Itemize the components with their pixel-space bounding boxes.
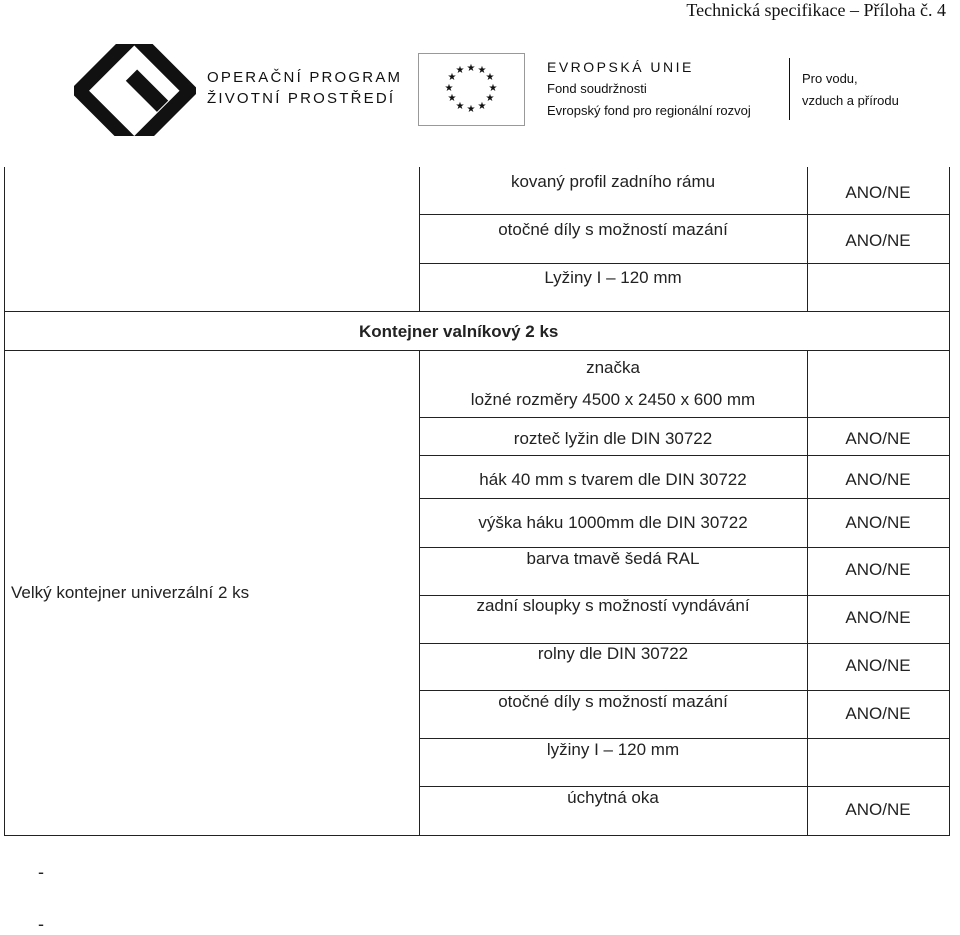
value-cell: ANO/NE [845, 429, 911, 448]
param-cell: barva tmavě šedá RAL [526, 549, 700, 568]
param-cell: značka [586, 358, 640, 377]
section-heading: Kontejner valníkový 2 ks [359, 322, 559, 341]
param-cell: lyžiny I – 120 mm [546, 740, 680, 759]
bullet-dash: - [38, 862, 44, 882]
svg-text:★: ★ [485, 93, 495, 104]
svg-text:★: ★ [466, 63, 476, 74]
svg-text:★: ★ [447, 93, 457, 104]
value-cell: ANO/NE [845, 800, 911, 819]
svg-text:★: ★ [455, 101, 465, 112]
opzp-logo-icon [74, 44, 196, 136]
value-cell: ANO/NE [845, 704, 911, 723]
value-cell: ANO/NE [845, 513, 911, 532]
value-cell: ANO/NE [845, 470, 911, 489]
value-cell: ANO/NE [845, 608, 911, 627]
slogan-text [802, 68, 899, 112]
svg-text:★: ★ [455, 65, 465, 76]
svg-text:★: ★ [447, 72, 457, 83]
svg-text:★: ★ [488, 83, 498, 94]
param-cell: výška háku 1000mm dle DIN 30722 [478, 513, 748, 532]
value-cell: ANO/NE [845, 656, 911, 675]
param-cell: ložné rozměry 4500 x 2450 x 600 mm [470, 390, 756, 409]
spec-title: Technická specifikace – Příloha č. 4 [686, 0, 946, 20]
param-cell: otočné díly s možností mazání [498, 692, 728, 711]
item-name: Velký kontejner univerzální 2 ks [11, 583, 250, 602]
svg-text:★: ★ [444, 83, 454, 94]
param-cell: úchytná oka [567, 788, 659, 807]
op-line-2: ŽIVOTNÍ PROSTŘEDÍ [207, 90, 396, 107]
header-divider [789, 58, 790, 120]
eu-line-1: EVROPSKÁ UNIE [547, 59, 694, 75]
slogan-line-2: vzduch a přírodu [802, 93, 899, 108]
spec-table [4, 167, 950, 836]
eu-flag-icon [418, 53, 525, 126]
param-cell: rolny dle DIN 30722 [537, 644, 689, 663]
svg-text:★: ★ [466, 104, 476, 115]
svg-text:★: ★ [477, 101, 487, 112]
slogan-line-1: Pro vodu, [802, 71, 858, 86]
param-cell: kovaný profil zadního rámu [510, 172, 716, 191]
value-cell: ANO/NE [845, 183, 911, 202]
eu-line-2: Fond soudržnosti [547, 81, 647, 96]
op-program-text [207, 67, 402, 109]
param-cell: rozteč lyžin dle DIN 30722 [513, 429, 713, 448]
value-cell: ANO/NE [845, 231, 911, 250]
bullet-dash: - [38, 914, 44, 934]
eu-line-3: Evropský fond pro regionální rozvoj [547, 103, 751, 118]
eu-text [547, 56, 751, 122]
param-cell: zadní sloupky s možností vyndávání [476, 596, 750, 615]
param-cell: hák 40 mm s tvarem dle DIN 30722 [479, 470, 747, 489]
svg-text:★: ★ [485, 72, 495, 83]
value-cell: ANO/NE [845, 560, 911, 579]
param-cell: otočné díly s možností mazání [498, 220, 728, 239]
op-line-1: OPERAČNÍ PROGRAM [207, 69, 403, 86]
svg-text:★: ★ [477, 65, 487, 76]
param-cell: Lyžiny I – 120 mm [544, 268, 682, 287]
